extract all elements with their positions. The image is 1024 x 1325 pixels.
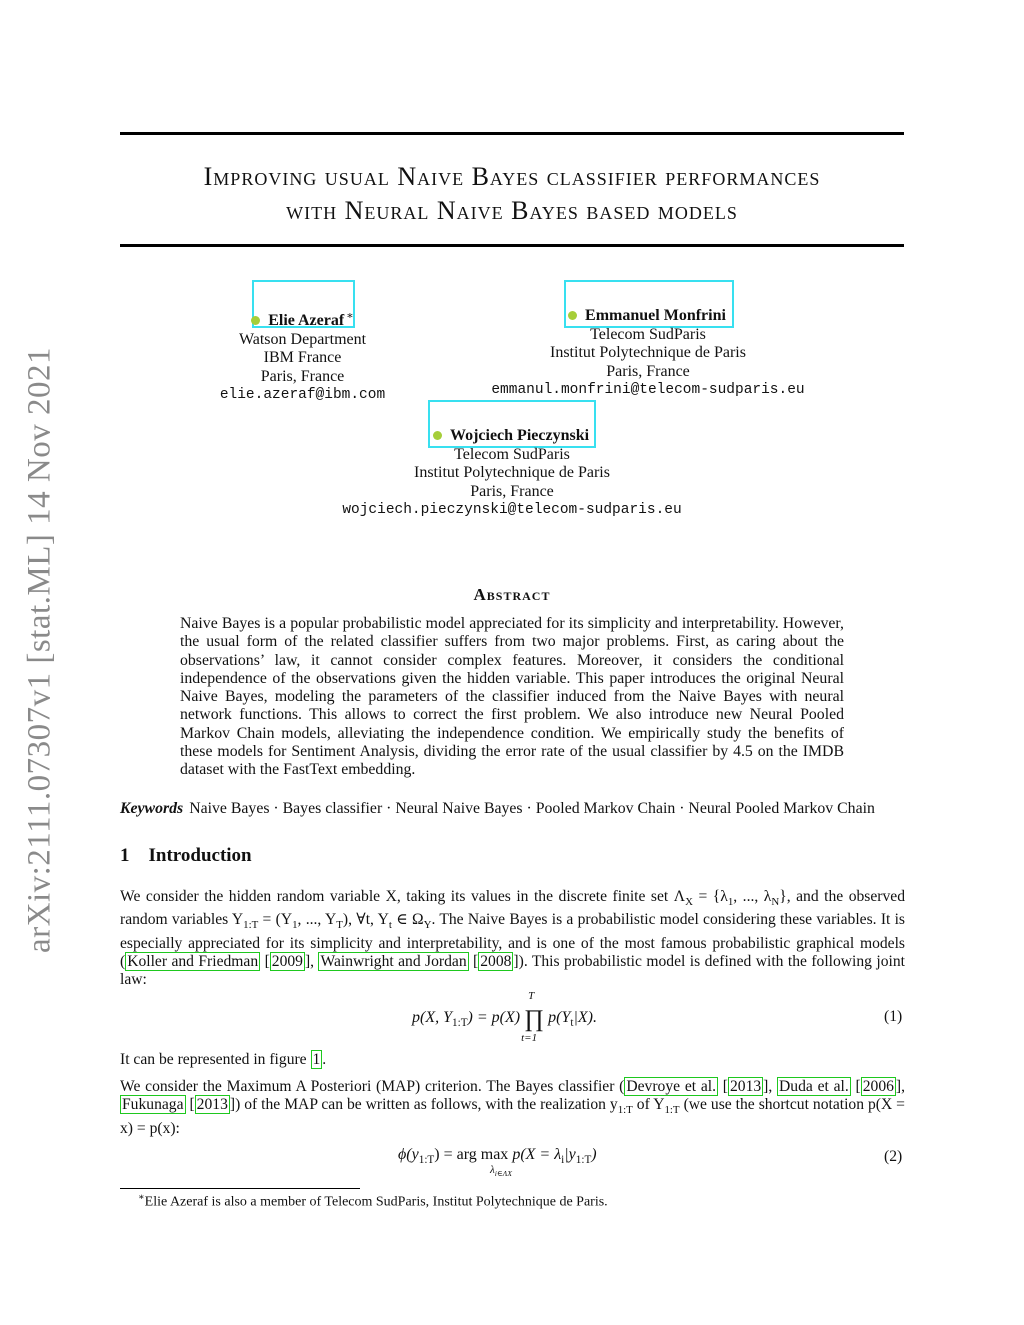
author-location: Paris, France [606, 362, 690, 380]
citation-year-link[interactable]: 2008 [480, 953, 512, 971]
equation-number: (1) [884, 1008, 903, 1025]
author-dept: Watson Department [238, 330, 367, 348]
paper-title-line2: with Neural Naive Bayes based models [286, 196, 738, 225]
author-location: Paris, France [260, 367, 345, 385]
keywords-line [120, 800, 910, 818]
author-block [312, 427, 712, 520]
arxiv-identifier: arXiv:2111.07307v1 [stat.ML] 14 Nov 2021 [21, 347, 58, 953]
paper-title-line1: Improving usual Naive Bayes classifier performances [203, 162, 821, 191]
argmax-subscript: $\lambda_{i\in\Lambda X}$ [490, 1164, 512, 1179]
orcid-icon[interactable] [433, 431, 442, 440]
citation-link[interactable]: Wainwright and Jordan [320, 953, 467, 971]
footnote-mark: ∗ [138, 1192, 145, 1203]
figure-link[interactable]: 1 [312, 1051, 321, 1068]
citation-link[interactable]: Koller and Friedman [127, 953, 259, 971]
arxiv-sidebar [0, 340, 80, 960]
keywords-label: Keywords [120, 800, 184, 817]
footnote-text: Elie Azeraf is also a member of Telecom SudParis, Institut Polytechnique de Paris. [144, 1194, 608, 1210]
author-name[interactable]: Emmanuel Monfrini [585, 307, 726, 324]
citation-year-link[interactable]: 2006 [862, 1078, 894, 1095]
citation-link[interactable]: Fukunaga [122, 1096, 184, 1114]
orcid-icon[interactable] [568, 311, 577, 320]
orcid-icon[interactable] [251, 316, 260, 325]
author-mark: ∗ [346, 310, 354, 322]
title-rule-bottom [120, 244, 904, 247]
author-dept: Telecom SudParis [454, 445, 570, 463]
footnote-rule [120, 1188, 360, 1189]
keywords-text: Naive Bayes · Bayes classifier · Neural Naive Bayes · Pooled Markov Chain · Neural Pooled Markov Chain [189, 800, 875, 817]
citation-year-link[interactable]: 2013 [729, 1078, 762, 1095]
author-org: Institut Polytechnique de Paris [550, 344, 746, 361]
author-email[interactable]: wojciech.pieczynski@telecom-sudparis.eu [342, 502, 682, 518]
intro-paragraph-2: It can be represented in figure 1 . [120, 1051, 327, 1068]
abstract-text: Naive Bayes is a popular probabilistic model appreciated for its simplicity and interpretability. However, the usual form of the related classifier suffers from two major problems. First, as caring about the observations’ law, it cannot consider complex features. Moreover, it considers the conditional independence of the observations given the hidden variable. This paper introduces the original Neural Naive Bayes, modeling the parameters of the classifier induced from the Naive Bayes with neural network functions. This allows to correct the first problem. We also introduce new Neural Pooled Markov Chain models, alleviating the independence condition. We empirically study the benefits of these models for Sentiment Analysis, dividing the error rate of the usual classifier by 4.5 on the IMDB dataset with the FastText embedding. [180, 615, 844, 779]
equation-number: (2) [884, 1148, 903, 1165]
author-org: IBM France [263, 349, 342, 367]
footnote [138, 1192, 608, 1211]
equation-1: p(X, $Y_{1:T}) = p(X)$ T ∏ t=1 $p(Y_t|X)$. [412, 990, 597, 1044]
section-heading [120, 845, 252, 867]
abstract-heading: Abstract [473, 585, 551, 604]
author-location: Paris, France [470, 482, 554, 500]
citation-year-link[interactable]: 2013 [196, 1096, 228, 1114]
title-rule-top [120, 132, 904, 135]
equation-2: $\phi(y_{1:T})$ = arg $\max p(X = \lambda_i|y_{1:T})$ [398, 1146, 597, 1167]
author-dept: Telecom SudParis [590, 325, 706, 343]
intro-paragraph-1: We consider the hidden random variable X, taking its values in the discrete finite set $\Lambda_X = \{\lambda_1$, ..., $\lambda_N$}, and the observed random variables $Y_{1:T} = (Y_1$, ..., $Y_T$), ∀t, $Y_t$ ∈ $\Omega_Y$. The Naive Bayes is a probabilistic model considering these variables. It is especially appreciated for its simplicity and interpretability, and is one of the most famous probabilistic graphical models ( Koller and Friedman [ 2009 ], Wainwright and Jordan [ 2008 ]). This probabilistic model is defined with the following joint law: [120, 888, 906, 989]
section-title: Introduction [148, 845, 252, 866]
citation-link[interactable]: Duda et al. [779, 1078, 849, 1095]
intro-paragraph-3: We consider the Maximum A Posteriori (MAP) criterion. The Bayes classifier ( Devroye et al. [ 2013 ], Duda et al. [ 2006 ], Fukunaga [ 2013 ]) of the MAP can be written as follows, with the realization $y_{1:T}$ of $Y_{1:T}$ (we use the shortcut notation p(X = x) = p(x): [120, 1078, 906, 1137]
citation-year-link[interactable]: 2009 [271, 953, 303, 971]
author-block [478, 307, 818, 400]
author-name[interactable]: Elie Azeraf [268, 312, 345, 330]
citation-link[interactable]: Devroye et al. [626, 1078, 716, 1095]
author-email[interactable]: emmanul.monfrini@telecom-sudparis.eu [491, 382, 805, 398]
author-org: Institut Polytechnique de Paris [414, 464, 610, 481]
author-email[interactable]: elie.azeraf@ibm.com [219, 387, 386, 404]
author-name[interactable]: Wojciech Pieczynski [449, 427, 590, 444]
section-number: 1 [120, 845, 130, 866]
author-block [200, 307, 405, 405]
